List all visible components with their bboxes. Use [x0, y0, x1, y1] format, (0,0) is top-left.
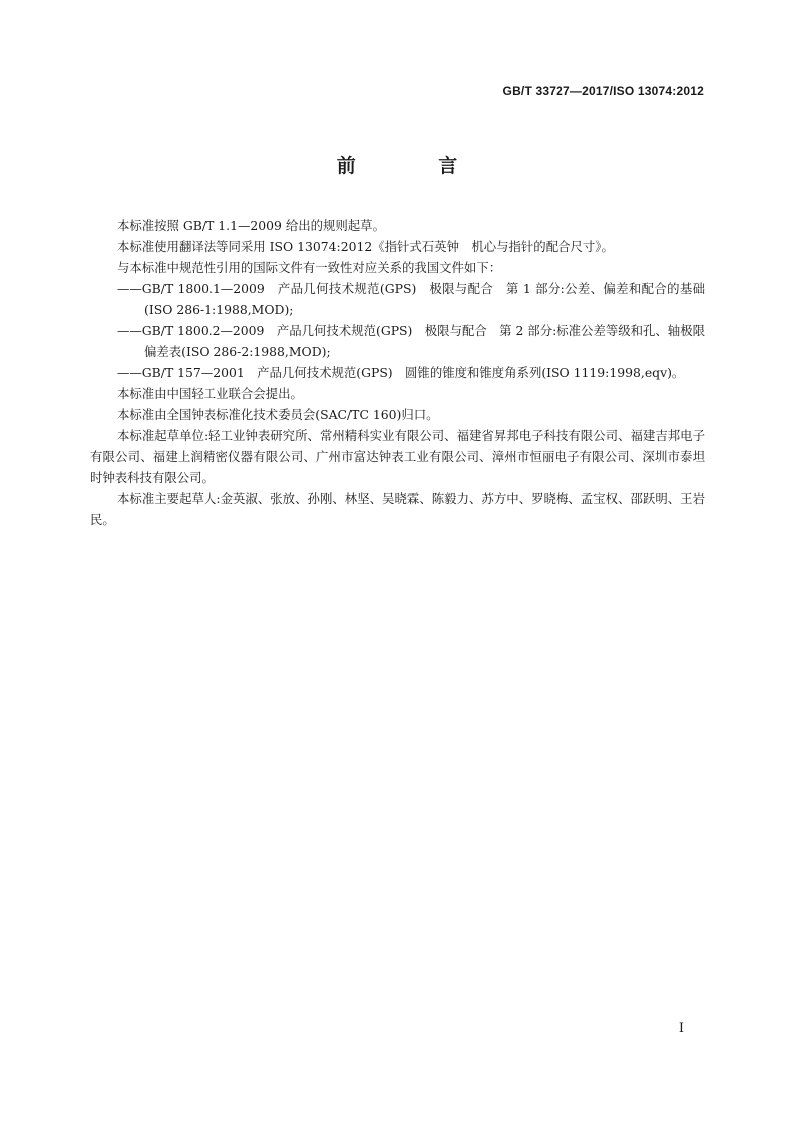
page-number: I: [678, 1021, 684, 1036]
standard-code-header: GB/T 33727—2017/ISO 13074:2012: [502, 84, 704, 98]
paragraph-committee: 本标准由全国钟表标准化技术委员会(SAC/TC 160)归口。: [117, 407, 439, 422]
reference-item: ——GB/T 1800.1—2009 产品几何技术规范(GPS) 极限与配合 第 1 部分:公差、偏差和配合的基础(ISO 286-1:1988,MOD);: [117, 281, 705, 317]
paragraph-drafters: 本标准主要起草人:金英淑、张放、孙刚、林坚、吴晓霖、陈毅力、苏方中、罗晓梅、孟宝权、邵跃明、王岩民。: [90, 491, 705, 527]
foreword-body: [90, 215, 705, 530]
reference-item: ——GB/T 157—2001 产品几何技术规范(GPS) 圆锥的锥度和锥度角系列(ISO 1119:1998,eqv)。: [117, 365, 685, 380]
page-title: 前 言: [336, 155, 496, 177]
reference-item: ——GB/T 1800.2—2009 产品几何技术规范(GPS) 极限与配合 第 2 部分:标准公差等级和孔、轴极限偏差表(ISO 286-2:1988,MOD);: [117, 323, 705, 359]
paragraph-drafting-rules: 本标准按照 GB/T 1.1—2009 给出的规则起草。: [117, 218, 385, 233]
paragraph-drafting-units: 本标准起草单位:轻工业钟表研究所、常州精科实业有限公司、福建省昇邦电子科技有限公司、福建吉邦电子有限公司、福建上润精密仪器有限公司、广州市富达钟表工业有限公司、漳州市恒丽电子有限公司、深圳市泰坦时钟表科技有限公司。: [90, 428, 705, 485]
paragraph-adoption: 本标准使用翻译法等同采用 ISO 13074:2012《指针式石英钟 机心与指针的配合尺寸》。: [117, 239, 614, 254]
paragraph-reference-intro: 与本标准中规范性引用的国际文件有一致性对应关系的我国文件如下：: [117, 260, 502, 275]
paragraph-proposer: 本标准由中国轻工业联合会提出。: [117, 386, 303, 401]
